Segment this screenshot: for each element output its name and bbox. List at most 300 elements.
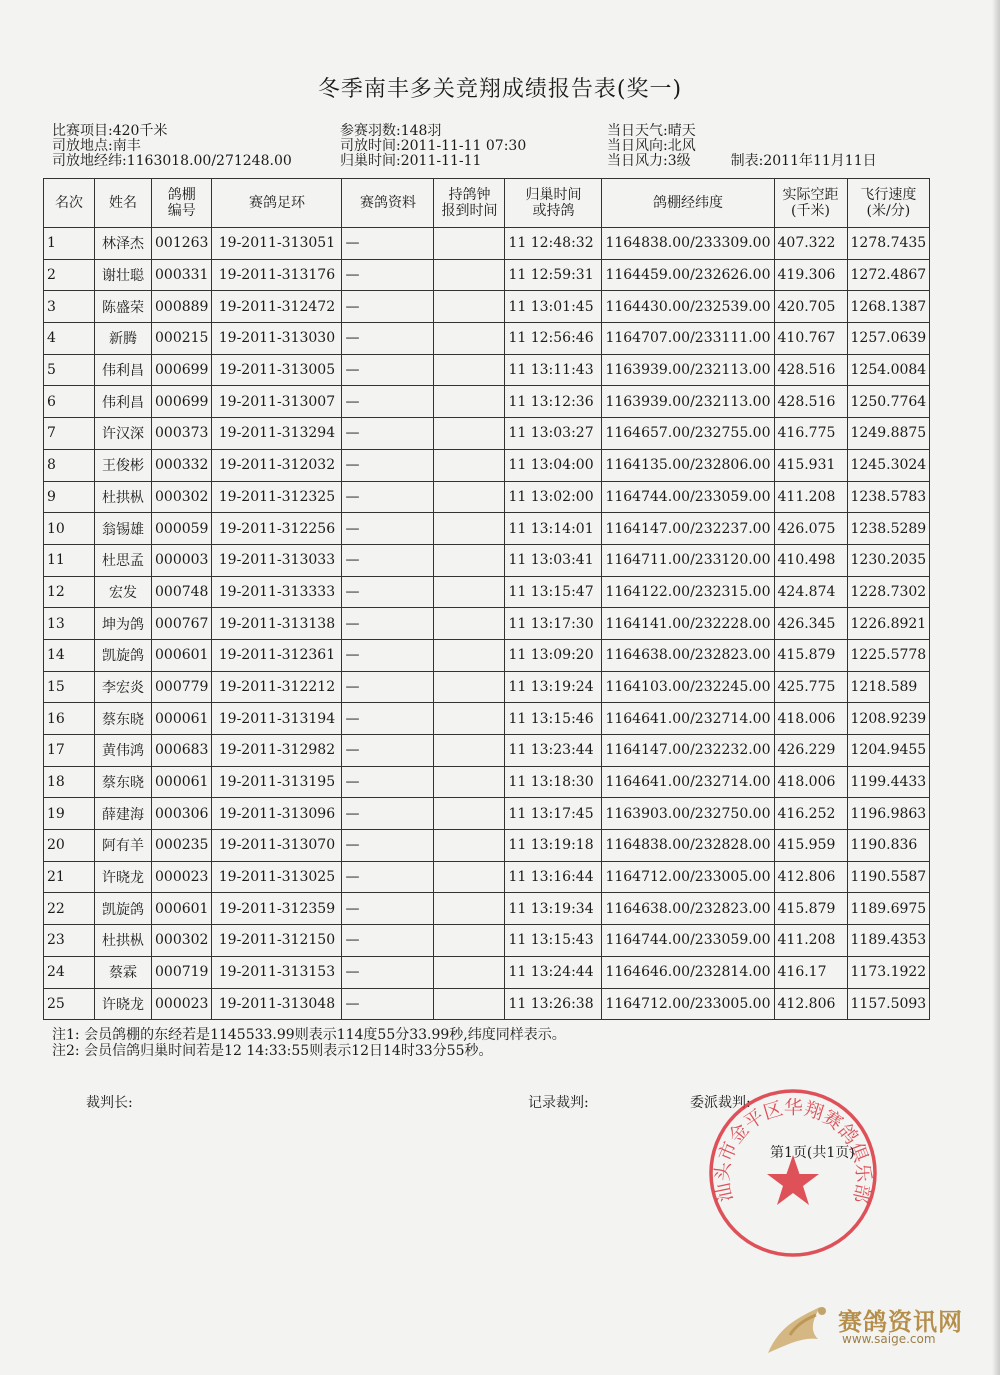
return-time-cell: 11 12:59:31 (505, 259, 602, 291)
rank-cell: 16 (44, 703, 95, 735)
table-row (44, 323, 930, 355)
name-cell: 伟利昌 (95, 354, 152, 386)
rank-cell: 9 (44, 481, 95, 513)
rank-cell: 19 (44, 798, 95, 830)
loft-coordinate-cell: 1164638.00/232823.00 (602, 893, 774, 925)
clock-time-cell (434, 703, 505, 735)
name-cell: 黄伟鸿 (95, 735, 152, 767)
loft-coordinate-cell: 1164141.00/232228.00 (602, 608, 774, 640)
return-time-cell: 11 13:15:46 (505, 703, 602, 735)
distance-cell: 415.879 (774, 639, 847, 671)
name-cell: 林泽杰 (95, 228, 152, 260)
clock-time-cell (434, 798, 505, 830)
header-dist-line1: 实际空距 (782, 187, 839, 203)
distance-cell: 419.306 (774, 259, 847, 291)
speed-cell: 1254.0084 (847, 354, 930, 386)
clock-time-cell (434, 988, 505, 1020)
note-1: 注1: 会员鸽棚的东经若是1145533.99则表示114度55分33.99秒,纬度同样表示。 (52, 1027, 566, 1043)
made-value: 2011年11月11日 (763, 153, 877, 169)
rank-cell: 12 (44, 576, 95, 608)
return-time-cell: 11 13:26:38 (505, 988, 602, 1020)
wind-force-label: 当日风力: (607, 153, 668, 169)
bird-info-cell: — (342, 893, 434, 925)
distance-cell: 426.229 (774, 735, 847, 767)
ring-number-cell: 19-2011-313005 (212, 354, 342, 386)
clock-time-cell (434, 925, 505, 957)
loft-coordinate-cell: 1164838.00/232828.00 (602, 830, 774, 862)
ring-number-cell: 19-2011-313033 (212, 544, 342, 576)
rank-cell: 1 (44, 228, 95, 260)
bird-info-cell: — (342, 639, 434, 671)
loft-coordinate-cell: 1163939.00/232113.00 (602, 354, 774, 386)
bird-info-cell: — (342, 735, 434, 767)
loft-coordinate-cell: 1164103.00/232245.00 (602, 671, 774, 703)
ring-number-cell: 19-2011-313153 (212, 956, 342, 988)
rank-cell: 2 (44, 259, 95, 291)
speed-cell: 1226.8921 (847, 608, 930, 640)
return-time-value: 2011-11-11 (400, 153, 482, 169)
stamp-text: 汕头市金平区华翔赛鸽俱乐部 (711, 1096, 875, 1206)
return-time-cell: 11 13:15:47 (505, 576, 602, 608)
distance-cell: 428.516 (774, 386, 847, 418)
table-row (44, 291, 930, 323)
table-row (44, 544, 930, 576)
loft-id-cell: 000302 (152, 481, 212, 513)
clock-time-cell (434, 418, 505, 450)
loft-coordinate-cell: 1164147.00/232237.00 (602, 513, 774, 545)
rank-cell: 4 (44, 323, 95, 355)
loft-id-cell: 000215 (152, 323, 212, 355)
page-number: 第1页(共1页) (770, 1145, 855, 1161)
name-cell: 宏发 (95, 576, 152, 608)
speed-cell: 1157.5093 (847, 988, 930, 1020)
return-time-cell: 11 13:11:43 (505, 354, 602, 386)
rank-cell: 24 (44, 956, 95, 988)
clock-time-cell (434, 228, 505, 260)
event-label: 比赛项目: (52, 123, 113, 139)
header-loft (152, 179, 212, 228)
rank-cell: 8 (44, 449, 95, 481)
loft-coordinate-cell: 1164638.00/232823.00 (602, 639, 774, 671)
table-row (44, 418, 930, 450)
scan-edge-shadow (992, 0, 1000, 1375)
loft-coordinate-cell: 1164711.00/233120.00 (602, 544, 774, 576)
loft-coordinate-cell: 1164707.00/233111.00 (602, 323, 774, 355)
release-place-value: 南丰 (112, 138, 141, 154)
clock-time-cell (434, 893, 505, 925)
rank-cell: 18 (44, 766, 95, 798)
wind-dir-label: 当日风向: (607, 138, 668, 154)
name-cell: 伟利昌 (95, 386, 152, 418)
speed-cell: 1278.7435 (847, 228, 930, 260)
clock-time-cell (434, 735, 505, 767)
results-table (43, 178, 930, 1020)
name-cell: 新腾 (95, 323, 152, 355)
info-right (607, 124, 877, 169)
watermark-site-name: 赛鸽资讯网 (838, 1308, 963, 1336)
clock-time-cell (434, 608, 505, 640)
event-value: 420千米 (112, 123, 168, 139)
bird-info-cell: — (342, 956, 434, 988)
loft-id-cell: 000331 (152, 259, 212, 291)
ring-number-cell: 19-2011-313070 (212, 830, 342, 862)
header-ring: 赛鸽足环 (212, 179, 342, 228)
clock-time-cell (434, 956, 505, 988)
loft-id-cell: 000061 (152, 703, 212, 735)
loft-id-cell: 000302 (152, 925, 212, 957)
bird-info-cell: — (342, 418, 434, 450)
ring-number-cell: 19-2011-313194 (212, 703, 342, 735)
header-return-line1: 归巢时间 (525, 187, 582, 203)
table-row (44, 259, 930, 291)
info-left (52, 124, 292, 169)
header-loft-line2: 编号 (167, 203, 196, 219)
note-2: 注2: 会员信鸽归巢时间若是12 14:33:55则表示12日14时33分55秒。 (52, 1043, 493, 1059)
rank-cell: 5 (44, 354, 95, 386)
loft-coordinate-cell: 1163939.00/232113.00 (602, 386, 774, 418)
table-row (44, 449, 930, 481)
ring-number-cell: 19-2011-312032 (212, 449, 342, 481)
return-time-cell: 11 13:03:41 (505, 544, 602, 576)
distance-cell: 407.322 (774, 228, 847, 260)
rank-cell: 15 (44, 671, 95, 703)
loft-coordinate-cell: 1164459.00/232626.00 (602, 259, 774, 291)
clock-time-cell (434, 354, 505, 386)
speed-cell: 1189.6975 (847, 893, 930, 925)
distance-cell: 410.498 (774, 544, 847, 576)
speed-cell: 1204.9455 (847, 735, 930, 767)
rank-cell: 23 (44, 925, 95, 957)
distance-cell: 425.775 (774, 671, 847, 703)
clock-time-cell (434, 386, 505, 418)
distance-cell: 410.767 (774, 323, 847, 355)
speed-cell: 1208.9239 (847, 703, 930, 735)
clock-time-cell (434, 323, 505, 355)
loft-id-cell: 000023 (152, 861, 212, 893)
loft-id-cell: 000235 (152, 830, 212, 862)
name-cell: 王俊彬 (95, 449, 152, 481)
table-row (44, 576, 930, 608)
loft-coordinate-cell: 1164147.00/232232.00 (602, 735, 774, 767)
ring-number-cell: 19-2011-313195 (212, 766, 342, 798)
name-cell: 凯旋鸽 (95, 639, 152, 671)
ring-number-cell: 19-2011-313096 (212, 798, 342, 830)
speed-cell: 1245.3024 (847, 449, 930, 481)
table-row (44, 608, 930, 640)
loft-coordinate-cell: 1164641.00/232714.00 (602, 766, 774, 798)
birds-label: 参赛羽数: (340, 123, 401, 139)
loft-coordinate-cell: 1164838.00/233309.00 (602, 228, 774, 260)
header-name: 姓名 (95, 179, 152, 228)
table-row (44, 893, 930, 925)
ring-number-cell: 19-2011-313176 (212, 259, 342, 291)
ring-number-cell: 19-2011-313294 (212, 418, 342, 450)
name-cell: 蔡东晓 (95, 703, 152, 735)
return-time-cell: 11 13:19:34 (505, 893, 602, 925)
distance-cell: 420.705 (774, 291, 847, 323)
ring-number-cell: 19-2011-312982 (212, 735, 342, 767)
loft-id-cell: 000061 (152, 766, 212, 798)
loft-id-cell: 000699 (152, 386, 212, 418)
loft-coordinate-cell: 1163903.00/232750.00 (602, 798, 774, 830)
return-time-cell: 11 12:48:32 (505, 228, 602, 260)
distance-cell: 412.806 (774, 861, 847, 893)
distance-cell: 415.879 (774, 893, 847, 925)
club-seal-stamp (705, 1085, 881, 1261)
ring-number-cell: 19-2011-312150 (212, 925, 342, 957)
release-place-label: 司放地点: (52, 138, 113, 154)
clock-time-cell (434, 544, 505, 576)
speed-cell: 1199.4433 (847, 766, 930, 798)
header-info: 赛鸽资料 (342, 179, 434, 228)
speed-cell: 1190.836 (847, 830, 930, 862)
rank-cell: 10 (44, 513, 95, 545)
distance-cell: 416.17 (774, 956, 847, 988)
loft-id-cell: 000601 (152, 639, 212, 671)
header-loft-line1: 鸽棚 (167, 187, 196, 203)
table-row (44, 386, 930, 418)
speed-cell: 1250.7764 (847, 386, 930, 418)
ring-number-cell: 19-2011-312359 (212, 893, 342, 925)
name-cell: 翁锡雄 (95, 513, 152, 545)
name-cell: 谢壮聪 (95, 259, 152, 291)
name-cell: 凯旋鸽 (95, 893, 152, 925)
ring-number-cell: 19-2011-313025 (212, 861, 342, 893)
table-row (44, 956, 930, 988)
distance-cell: 415.959 (774, 830, 847, 862)
clock-time-cell (434, 639, 505, 671)
loft-coordinate-cell: 1164646.00/232814.00 (602, 956, 774, 988)
speed-cell: 1268.1387 (847, 291, 930, 323)
ring-number-cell: 19-2011-313138 (212, 608, 342, 640)
ring-number-cell: 19-2011-313051 (212, 228, 342, 260)
name-cell: 蔡东晓 (95, 766, 152, 798)
bird-info-cell: — (342, 766, 434, 798)
rank-cell: 11 (44, 544, 95, 576)
birds-value: 148羽 (400, 123, 442, 139)
bird-info-cell: — (342, 798, 434, 830)
return-time-cell: 11 13:16:44 (505, 861, 602, 893)
distance-cell: 416.775 (774, 418, 847, 450)
return-time-cell: 11 13:02:00 (505, 481, 602, 513)
table-row (44, 766, 930, 798)
table-row (44, 830, 930, 862)
return-time-cell: 11 13:01:45 (505, 291, 602, 323)
bird-info-cell: — (342, 386, 434, 418)
distance-cell: 426.075 (774, 513, 847, 545)
ring-number-cell: 19-2011-312256 (212, 513, 342, 545)
bird-info-cell: — (342, 323, 434, 355)
header-coord: 鸽棚经纬度 (602, 179, 774, 228)
watermark-url: www.saige.com (842, 1332, 936, 1346)
pigeon-logo-icon (760, 1295, 838, 1365)
speed-cell: 1196.9863 (847, 798, 930, 830)
table-row (44, 925, 930, 957)
bird-info-cell: — (342, 861, 434, 893)
header-rank: 名次 (44, 179, 95, 228)
loft-id-cell: 000719 (152, 956, 212, 988)
stamp-star-icon (767, 1155, 819, 1205)
return-time-cell: 11 13:03:27 (505, 418, 602, 450)
table-row (44, 703, 930, 735)
name-cell: 许汉深 (95, 418, 152, 450)
loft-id-cell: 000889 (152, 291, 212, 323)
rank-cell: 25 (44, 988, 95, 1020)
header-dist (774, 179, 847, 228)
bird-info-cell: — (342, 354, 434, 386)
speed-cell: 1189.4353 (847, 925, 930, 957)
header-clock (434, 179, 505, 228)
bird-info-cell: — (342, 703, 434, 735)
name-cell: 李宏炎 (95, 671, 152, 703)
bird-info-cell: — (342, 925, 434, 957)
ring-number-cell: 19-2011-313333 (212, 576, 342, 608)
table-row (44, 798, 930, 830)
speed-cell: 1238.5289 (847, 513, 930, 545)
header-speed-line1: 飞行速度 (860, 187, 917, 203)
loft-coordinate-cell: 1164712.00/233005.00 (602, 861, 774, 893)
header-speed (847, 179, 930, 228)
loft-id-cell: 000779 (152, 671, 212, 703)
loft-id-cell: 000748 (152, 576, 212, 608)
rank-cell: 3 (44, 291, 95, 323)
loft-id-cell: 000306 (152, 798, 212, 830)
release-coord-value: 1163018.00/271248.00 (126, 153, 292, 169)
loft-id-cell: 001263 (152, 228, 212, 260)
name-cell: 许晓龙 (95, 988, 152, 1020)
loft-id-cell: 000023 (152, 988, 212, 1020)
distance-cell: 411.208 (774, 925, 847, 957)
bird-info-cell: — (342, 671, 434, 703)
bird-info-cell: — (342, 576, 434, 608)
bird-info-cell: — (342, 608, 434, 640)
loft-id-cell: 000767 (152, 608, 212, 640)
header-clock-line2: 报到时间 (441, 203, 498, 219)
name-cell: 薛建海 (95, 798, 152, 830)
speed-cell: 1249.8875 (847, 418, 930, 450)
distance-cell: 415.931 (774, 449, 847, 481)
loft-id-cell: 000059 (152, 513, 212, 545)
bird-info-cell: — (342, 228, 434, 260)
bird-info-cell: — (342, 988, 434, 1020)
name-cell: 杜思孟 (95, 544, 152, 576)
release-coord-label: 司放地经纬: (52, 153, 127, 169)
wind-force-value: 3级 (667, 153, 691, 169)
loft-coordinate-cell: 1164641.00/232714.00 (602, 703, 774, 735)
loft-coordinate-cell: 1164122.00/232315.00 (602, 576, 774, 608)
distance-cell: 411.208 (774, 481, 847, 513)
rank-cell: 22 (44, 893, 95, 925)
return-time-cell: 11 13:17:30 (505, 608, 602, 640)
bird-info-cell: — (342, 259, 434, 291)
table-row (44, 988, 930, 1020)
wind-dir-value: 北风 (667, 138, 696, 154)
rank-cell: 13 (44, 608, 95, 640)
bird-info-cell: — (342, 449, 434, 481)
header-dist-line2: (千米) (791, 203, 830, 219)
header-return (505, 179, 602, 228)
header-speed-line2: (米/分) (866, 203, 911, 219)
bird-info-cell: — (342, 291, 434, 323)
distance-cell: 412.806 (774, 988, 847, 1020)
return-time-cell: 11 12:56:46 (505, 323, 602, 355)
weather-label: 当日天气: (607, 123, 668, 139)
info-middle (340, 124, 526, 169)
return-time-cell: 11 13:15:43 (505, 925, 602, 957)
loft-id-cell: 000601 (152, 893, 212, 925)
table-row (44, 735, 930, 767)
name-cell: 许晓龙 (95, 861, 152, 893)
return-time-cell: 11 13:23:44 (505, 735, 602, 767)
ring-number-cell: 19-2011-312212 (212, 671, 342, 703)
made-label: 制表: (730, 153, 764, 169)
recorder-label: 记录裁判: (528, 1095, 589, 1111)
notes (52, 1027, 566, 1059)
name-cell: 坤为鸽 (95, 608, 152, 640)
rank-cell: 21 (44, 861, 95, 893)
ring-number-cell: 19-2011-312325 (212, 481, 342, 513)
speed-cell: 1218.589 (847, 671, 930, 703)
speed-cell: 1225.5778 (847, 639, 930, 671)
return-time-cell: 11 13:09:20 (505, 639, 602, 671)
distance-cell: 416.252 (774, 798, 847, 830)
ring-number-cell: 19-2011-313048 (212, 988, 342, 1020)
name-cell: 蔡霖 (95, 956, 152, 988)
loft-coordinate-cell: 1164430.00/232539.00 (602, 291, 774, 323)
table-row (44, 513, 930, 545)
return-time-cell: 11 13:19:24 (505, 671, 602, 703)
clock-time-cell (434, 259, 505, 291)
return-time-label: 归巢时间: (340, 153, 401, 169)
loft-id-cell: 000373 (152, 418, 212, 450)
loft-coordinate-cell: 1164712.00/233005.00 (602, 988, 774, 1020)
ring-number-cell: 19-2011-313030 (212, 323, 342, 355)
bird-info-cell: — (342, 830, 434, 862)
clock-time-cell (434, 576, 505, 608)
rank-cell: 20 (44, 830, 95, 862)
name-cell: 杜拱枞 (95, 481, 152, 513)
return-time-cell: 11 13:12:36 (505, 386, 602, 418)
return-time-cell: 11 13:24:44 (505, 956, 602, 988)
ring-number-cell: 19-2011-312361 (212, 639, 342, 671)
clock-time-cell (434, 291, 505, 323)
table-row (44, 354, 930, 386)
loft-id-cell: 000332 (152, 449, 212, 481)
rank-cell: 6 (44, 386, 95, 418)
distance-cell: 418.006 (774, 766, 847, 798)
return-time-cell: 11 13:04:00 (505, 449, 602, 481)
bird-info-cell: — (342, 513, 434, 545)
return-time-cell: 11 13:18:30 (505, 766, 602, 798)
bird-info-cell: — (342, 481, 434, 513)
clock-time-cell (434, 766, 505, 798)
distance-cell: 428.516 (774, 354, 847, 386)
table-row (44, 671, 930, 703)
name-cell: 阿有羊 (95, 830, 152, 862)
distance-cell: 418.006 (774, 703, 847, 735)
speed-cell: 1190.5587 (847, 861, 930, 893)
table-row (44, 639, 930, 671)
return-time-cell: 11 13:14:01 (505, 513, 602, 545)
clock-time-cell (434, 671, 505, 703)
rank-cell: 7 (44, 418, 95, 450)
page-title: 冬季南丰多关竞翔成绩报告表(奖一) (317, 77, 683, 102)
return-time-cell: 11 13:19:18 (505, 830, 602, 862)
loft-coordinate-cell: 1164744.00/233059.00 (602, 481, 774, 513)
name-cell: 陈盛荣 (95, 291, 152, 323)
bird-info-cell: — (342, 544, 434, 576)
ring-number-cell: 19-2011-313007 (212, 386, 342, 418)
